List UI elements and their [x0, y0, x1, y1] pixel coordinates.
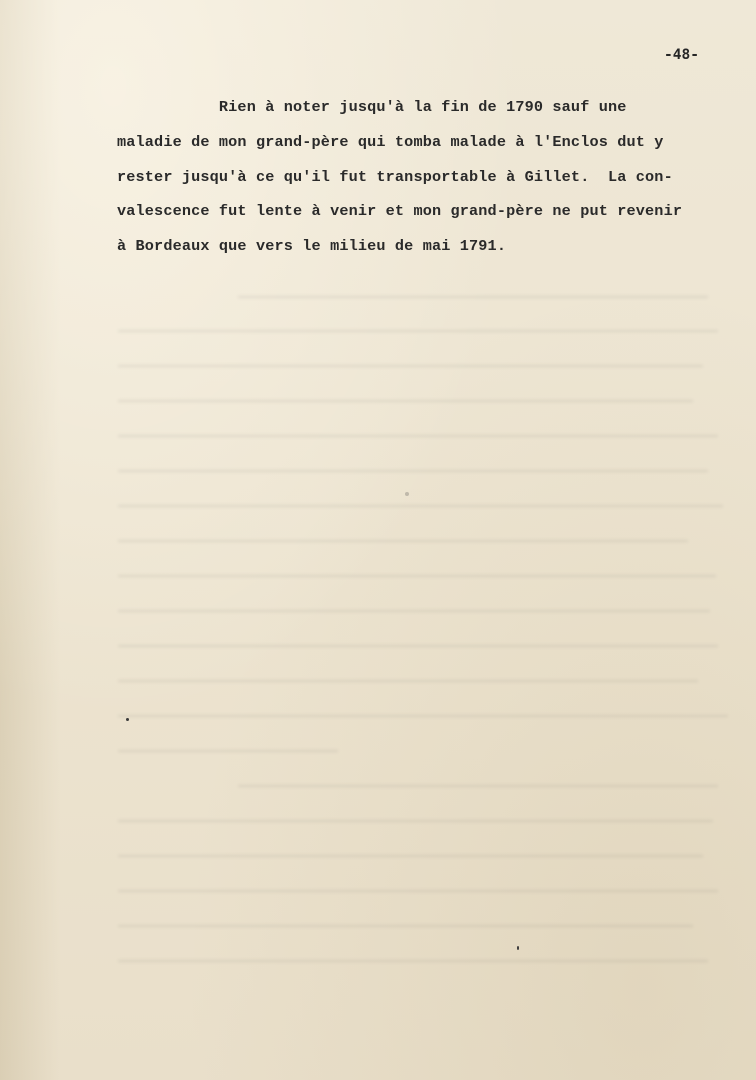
paragraph-line-3: rester jusqu'à ce qu'il fut transportable à Gillet. La con- [117, 167, 673, 186]
paragraph-line-1: Rien à noter jusqu'à la fin de 1790 sauf une [117, 98, 627, 116]
paragraph-line-4: valescence fut lente à venir et mon grand-père ne put revenir [117, 202, 683, 221]
page-number: -48- [664, 47, 699, 63]
bleed-through-texture [118, 280, 738, 1000]
paragraph-line-2: maladie de mon grand-père qui tomba malade à l'Enclos dut y [117, 132, 664, 151]
paper-speck [517, 946, 519, 950]
typed-paragraph [0, 90, 756, 264]
paper-speck [405, 492, 409, 496]
paragraph-line-5: à Bordeaux que vers le milieu de mai 1791. [117, 237, 507, 256]
paper-speck [126, 718, 129, 721]
